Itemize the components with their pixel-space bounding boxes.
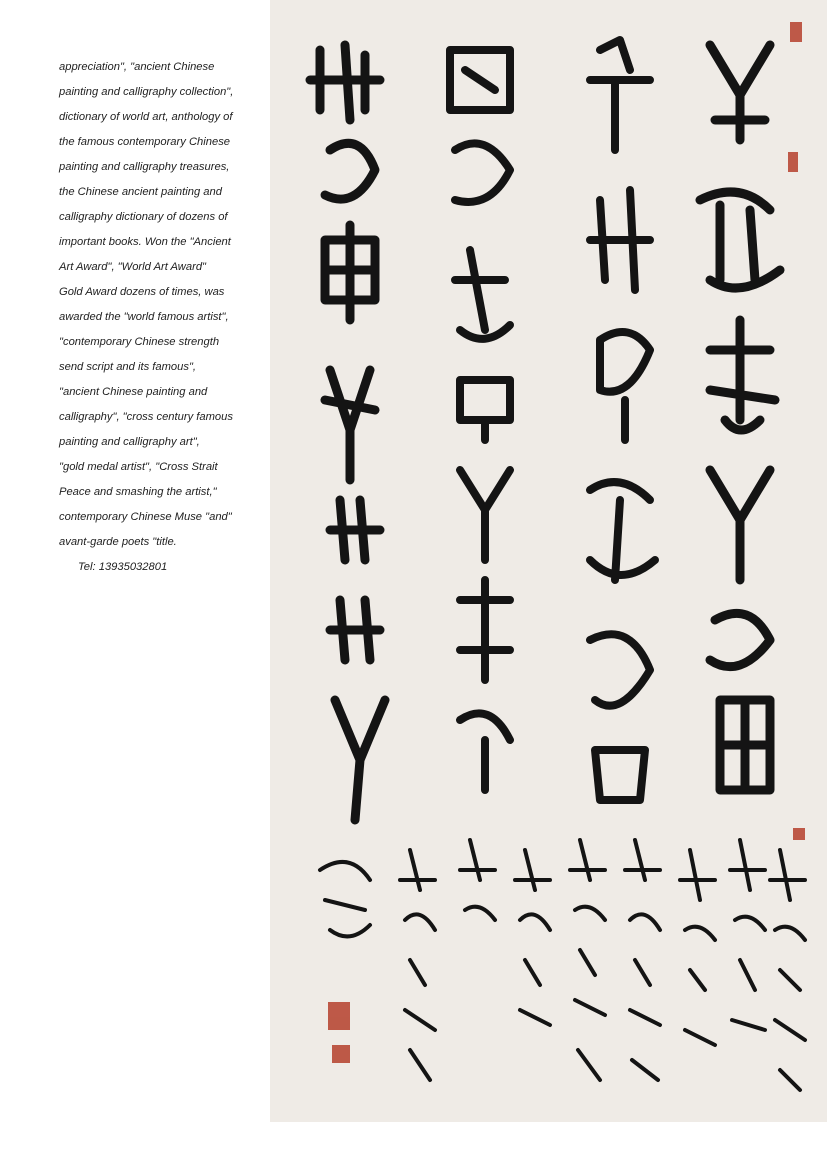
bio-line: send script and its famous", bbox=[59, 361, 197, 373]
bio-line: "ancient Chinese painting and bbox=[59, 386, 208, 398]
bio-line: important books. Won the "Ancient bbox=[59, 236, 231, 248]
bio-line: the famous contemporary Chinese bbox=[59, 136, 231, 148]
bio-line: contemporary Chinese Muse "and" bbox=[59, 511, 232, 523]
text-panel bbox=[0, 0, 270, 1122]
bio-line: "gold medal artist", "Cross Strait bbox=[59, 461, 218, 473]
bio-line: appreciation", "ancient Chinese bbox=[59, 61, 215, 73]
bio-line: dictionary of world art, anthology of bbox=[59, 111, 233, 123]
oracle-bone-script-icon bbox=[270, 0, 827, 1122]
bio-line: calligraphy dictionary of dozens of bbox=[59, 211, 228, 223]
bio-line: Gold Award dozens of times, was bbox=[59, 286, 225, 298]
bio-line: painting and calligraphy collection", bbox=[59, 86, 234, 98]
bio-line: "contemporary Chinese strength bbox=[59, 336, 220, 348]
bio-line: Peace and smashing the artist," bbox=[59, 486, 217, 498]
bio-line: the Chinese ancient painting and bbox=[59, 186, 222, 198]
artist-seal-icon bbox=[328, 22, 805, 1063]
bio-line: avant-garde poets "title. bbox=[59, 536, 177, 548]
bio-line: calligraphy", "cross century famous bbox=[59, 411, 233, 423]
bio-line: painting and calligraphy treasures, bbox=[59, 161, 230, 173]
calligraphy-artwork bbox=[270, 0, 827, 1122]
telephone: Tel: 13935032801 bbox=[78, 561, 168, 573]
bio-line: awarded the "world famous artist", bbox=[59, 311, 229, 323]
artist-biography bbox=[59, 55, 247, 580]
bio-line: Art Award", "World Art Award" bbox=[59, 261, 207, 273]
bio-line: painting and calligraphy art", bbox=[59, 436, 200, 448]
